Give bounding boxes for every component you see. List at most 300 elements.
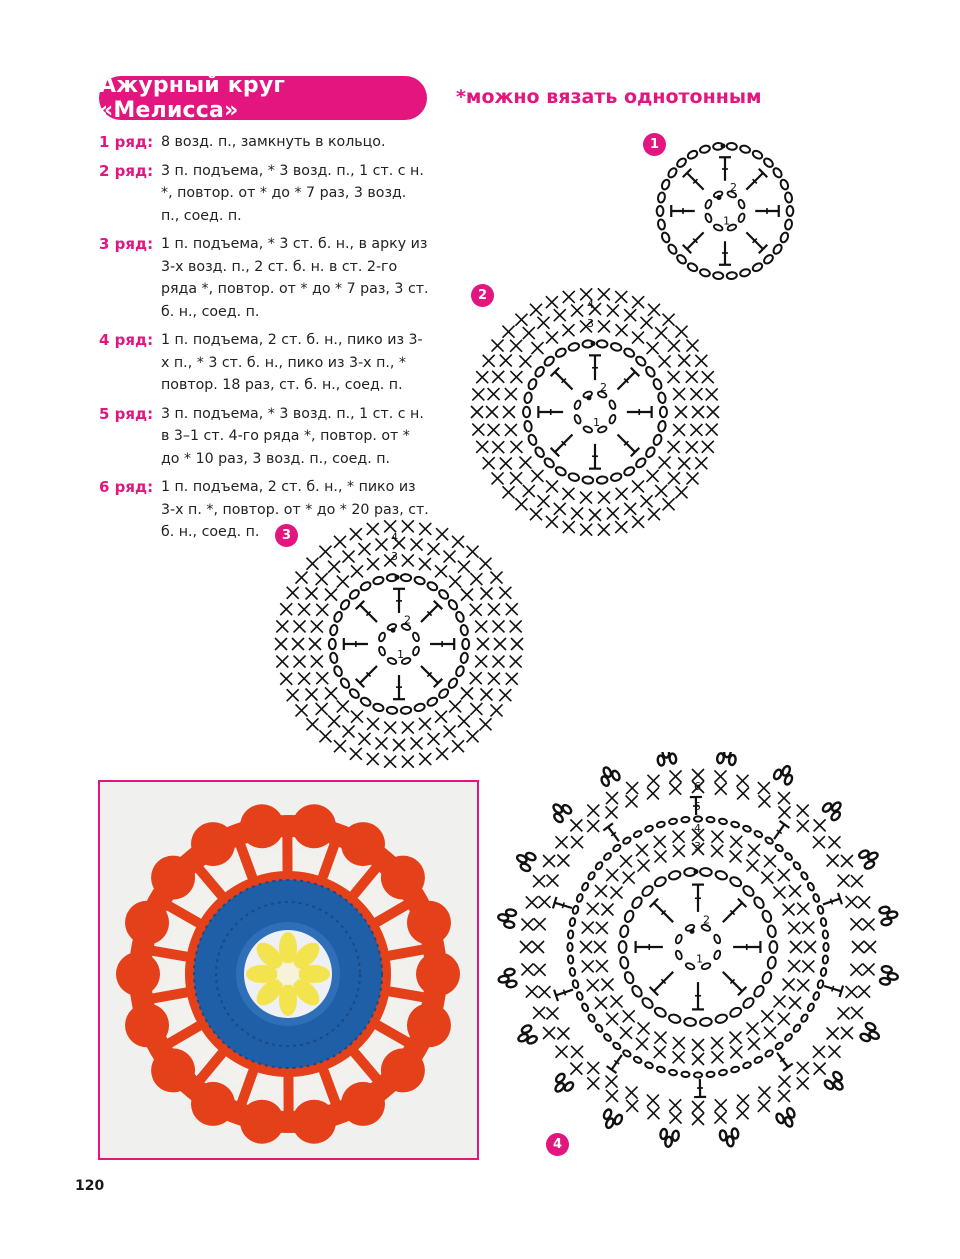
single-crochet-stitch xyxy=(678,355,690,367)
single-crochet-stitch xyxy=(532,941,544,953)
chain-stitch xyxy=(460,652,469,664)
picot-stitch xyxy=(497,908,517,929)
single-crochet-stitch xyxy=(510,472,522,484)
chain-stitch xyxy=(807,1003,815,1013)
single-crochet-stitch xyxy=(500,355,512,367)
single-crochet-stitch xyxy=(510,620,522,632)
red-post xyxy=(390,949,425,955)
picot-stitch xyxy=(597,763,621,787)
chain-stitch xyxy=(603,1033,612,1042)
picot-stitch xyxy=(775,1107,799,1131)
chain-stitch xyxy=(619,925,629,938)
single-crochet-stitch xyxy=(275,638,287,650)
chain-stitch xyxy=(676,253,688,265)
chain-stitch xyxy=(774,1041,783,1050)
row-number-mark: 4 xyxy=(587,298,594,311)
single-crochet-stitch xyxy=(663,498,675,510)
single-crochet-stitch xyxy=(499,587,511,599)
single-crochet-stitch xyxy=(571,507,583,519)
single-crochet-stitch xyxy=(490,572,502,584)
single-crochet-stitch xyxy=(328,561,340,573)
single-crochet-stitch xyxy=(858,896,870,908)
chain-stitch xyxy=(359,696,371,707)
single-crochet-stitch xyxy=(668,441,680,453)
chain-stitch xyxy=(661,231,671,243)
single-crochet-stitch xyxy=(711,845,723,857)
single-crochet-stitch xyxy=(779,1076,791,1088)
single-crochet-stitch xyxy=(587,903,599,915)
single-crochet-stitch xyxy=(492,340,504,352)
chain-stitch xyxy=(739,144,751,154)
single-crochet-stitch xyxy=(294,656,306,668)
single-crochet-stitch xyxy=(692,1101,704,1113)
single-crochet-stitch xyxy=(472,388,484,400)
chain-stitch xyxy=(669,818,678,825)
single-crochet-stitch xyxy=(343,725,355,737)
single-crochet-stitch xyxy=(647,775,659,787)
row-number-mark: 3 xyxy=(694,840,701,853)
chain-stitch xyxy=(597,476,608,484)
chain-stitch xyxy=(774,844,783,853)
chain-stitch xyxy=(657,192,666,203)
single-crochet-stitch xyxy=(692,1039,704,1051)
single-crochet-stitch xyxy=(615,521,627,533)
chain-stitch xyxy=(460,624,469,636)
chain-stitch xyxy=(779,179,789,191)
chain-stitch xyxy=(719,818,728,825)
single-crochet-stitch xyxy=(402,722,414,734)
single-crochet-stitch xyxy=(789,885,801,897)
chain-stitch xyxy=(568,930,574,938)
single-crochet-stitch xyxy=(328,715,340,727)
chain-stitch xyxy=(554,466,567,477)
single-crochet-stitch xyxy=(571,836,583,848)
red-post xyxy=(391,992,426,998)
picot-stitch xyxy=(859,1022,882,1046)
single-crochet-stitch xyxy=(764,855,776,867)
chain-stitch xyxy=(685,962,695,970)
single-crochet-stitch xyxy=(638,860,650,872)
chain-stitch xyxy=(644,825,653,833)
row-number-mark: 1 xyxy=(723,214,730,228)
chain-stitch xyxy=(767,956,777,969)
chain-stitch xyxy=(704,199,712,209)
single-crochet-stitch xyxy=(797,903,809,915)
chain-stitch xyxy=(800,1013,809,1023)
single-crochet-stitch xyxy=(641,317,653,329)
single-crochet-stitch xyxy=(647,342,659,354)
chain-stitch xyxy=(339,599,351,611)
single-crochet-stitch xyxy=(444,551,456,563)
chain-stitch xyxy=(543,355,556,367)
chain-stitch xyxy=(612,844,621,853)
chain-stitch xyxy=(706,817,714,823)
single-crochet-stitch xyxy=(570,819,582,831)
single-crochet-stitch xyxy=(596,922,608,934)
single-crochet-stitch xyxy=(706,424,718,436)
chain-stitch xyxy=(706,1071,714,1077)
chain-stitch xyxy=(414,703,426,713)
crochet-motif-image xyxy=(100,782,477,1158)
single-crochet-stitch xyxy=(714,770,726,782)
chain-stitch xyxy=(333,665,344,677)
single-crochet-stitch xyxy=(546,480,558,492)
double-crochet-stitch xyxy=(562,902,564,908)
single-crochet-stitch xyxy=(598,288,610,300)
single-crochet-stitch xyxy=(510,340,522,352)
single-crochet-stitch xyxy=(606,869,618,881)
chain-stitch xyxy=(779,231,789,243)
picot-stitch xyxy=(880,966,900,987)
chain-stitch xyxy=(737,199,745,209)
single-crochet-stitch xyxy=(280,603,292,615)
double-crochet-stitch xyxy=(564,990,566,996)
single-crochet-stitch xyxy=(580,524,592,536)
single-crochet-stitch xyxy=(789,997,801,1009)
chain-stitch xyxy=(787,206,794,216)
chain-stitch xyxy=(660,407,667,418)
pattern-title: Ажурный круг «Мелисса» xyxy=(99,76,427,120)
single-crochet-stitch xyxy=(623,872,635,884)
chain-stitch xyxy=(612,1041,621,1050)
chain-stitch xyxy=(752,984,765,998)
single-crochet-stitch xyxy=(571,305,583,317)
single-crochet-stitch xyxy=(367,523,379,535)
chain-stitch xyxy=(807,882,815,892)
single-crochet-stitch xyxy=(673,424,685,436)
single-crochet-stitch xyxy=(435,565,447,577)
chain-stitch xyxy=(333,611,344,623)
single-crochet-stitch xyxy=(692,1053,704,1065)
single-crochet-stitch xyxy=(668,371,680,383)
chain-stitch xyxy=(603,852,612,861)
single-crochet-stitch xyxy=(472,424,484,436)
chain-stitch xyxy=(569,968,576,977)
chain-stitch xyxy=(641,884,655,898)
single-crochet-stitch xyxy=(470,672,482,684)
single-crochet-stitch xyxy=(452,740,464,752)
chain-stitch xyxy=(447,677,459,689)
slip-stitch xyxy=(721,144,726,149)
row-number-mark: 1 xyxy=(696,952,703,966)
single-crochet-stitch xyxy=(367,558,379,570)
diagram-badge-4: 4 xyxy=(546,1133,569,1156)
chain-stitch xyxy=(437,588,449,600)
single-crochet-stitch xyxy=(511,638,523,650)
single-crochet-stitch xyxy=(778,869,790,881)
single-crochet-stitch xyxy=(595,997,607,1009)
row-label: 5 ряд: xyxy=(99,404,154,423)
chain-stitch xyxy=(523,407,530,418)
chain-stitch xyxy=(751,262,763,273)
single-crochet-stitch xyxy=(605,806,617,818)
single-crochet-stitch xyxy=(538,317,550,329)
single-crochet-stitch xyxy=(595,885,607,897)
single-crochet-stitch xyxy=(676,486,688,498)
single-crochet-stitch xyxy=(428,543,440,555)
chain-stitch xyxy=(713,934,721,944)
chain-stitch xyxy=(726,143,737,151)
chain-stitch xyxy=(741,996,755,1010)
single-crochet-stitch xyxy=(748,1038,760,1050)
chain-stitch xyxy=(587,1013,596,1023)
chain-stitch xyxy=(568,472,580,482)
single-crochet-stitch xyxy=(616,324,628,336)
single-crochet-stitch xyxy=(587,1077,599,1089)
single-crochet-stitch xyxy=(632,332,644,344)
crochet-diagram-1 xyxy=(650,135,800,285)
picot-stitch xyxy=(548,799,573,824)
single-crochet-stitch xyxy=(654,1032,666,1044)
chain-stitch xyxy=(622,1049,632,1058)
double-crochet-stitch xyxy=(831,899,833,905)
single-crochet-stitch xyxy=(748,844,760,856)
picot-stitch xyxy=(717,752,738,765)
slip-stitch xyxy=(395,575,400,580)
chain-stitch xyxy=(372,576,384,586)
chain-stitch xyxy=(675,934,683,944)
single-crochet-stitch xyxy=(838,875,850,887)
chain-stitch xyxy=(713,223,723,231)
single-crochet-stitch xyxy=(850,918,862,930)
picot-stitch xyxy=(879,905,899,926)
single-crochet-stitch xyxy=(419,753,431,765)
chain-stitch xyxy=(800,871,809,881)
instruction-row xyxy=(99,329,429,397)
double-crochet-stitch xyxy=(783,1063,793,1070)
chain-stitch xyxy=(455,665,466,677)
single-crochet-stitch xyxy=(654,1046,666,1058)
chain-stitch xyxy=(652,378,663,391)
chain-stitch xyxy=(608,400,616,410)
single-crochet-stitch xyxy=(494,638,506,650)
single-crochet-stitch xyxy=(802,922,814,934)
chain-stitch xyxy=(657,219,666,230)
single-crochet-stitch xyxy=(531,342,543,354)
single-crochet-stitch xyxy=(746,860,758,872)
single-crochet-stitch xyxy=(556,1046,568,1058)
single-crochet-stitch xyxy=(554,503,566,515)
chain-stitch xyxy=(731,821,740,828)
chain-stitch xyxy=(630,984,643,998)
single-crochet-stitch xyxy=(546,296,558,308)
red-post xyxy=(150,993,185,999)
row-number-mark: 6 xyxy=(694,780,701,793)
chain-stitch xyxy=(657,420,666,432)
row-label: 1 ряд: xyxy=(99,133,154,151)
single-crochet-stitch xyxy=(623,1010,635,1022)
single-crochet-stitch xyxy=(773,887,785,899)
chain-stitch xyxy=(595,1023,604,1032)
single-crochet-stitch xyxy=(654,850,666,862)
single-crochet-stitch xyxy=(319,730,331,742)
single-crochet-stitch xyxy=(316,604,328,616)
picot-stitch xyxy=(513,848,536,872)
single-crochet-stitch xyxy=(319,546,331,558)
single-crochet-stitch xyxy=(499,689,511,701)
chain-stitch xyxy=(623,909,635,923)
single-crochet-stitch xyxy=(546,516,558,528)
chain-stitch xyxy=(400,706,411,714)
single-crochet-stitch xyxy=(695,355,707,367)
single-crochet-stitch xyxy=(814,1063,826,1075)
single-crochet-stitch xyxy=(419,718,431,730)
single-crochet-stitch xyxy=(510,656,522,668)
chain-stitch xyxy=(576,991,584,1000)
chain-stitch xyxy=(784,1033,793,1042)
chain-stitch xyxy=(644,1061,653,1069)
single-crochet-stitch xyxy=(311,655,323,667)
single-crochet-stitch xyxy=(523,485,535,497)
chain-stitch xyxy=(623,347,636,358)
single-crochet-stitch xyxy=(296,572,308,584)
single-crochet-stitch xyxy=(350,528,362,540)
single-crochet-stitch xyxy=(538,495,550,507)
chain-stitch xyxy=(633,830,643,838)
double-crochet-stitch xyxy=(603,823,613,830)
chain-stitch xyxy=(573,400,581,410)
single-crochet-stitch xyxy=(334,536,346,548)
single-crochet-stitch xyxy=(711,1037,723,1049)
single-crochet-stitch xyxy=(534,964,546,976)
single-crochet-stitch xyxy=(411,737,423,749)
single-crochet-stitch xyxy=(436,528,448,540)
single-crochet-stitch xyxy=(334,740,346,752)
chain-stitch xyxy=(523,392,532,404)
single-crochet-stitch xyxy=(488,388,500,400)
chain-stitch xyxy=(582,476,593,484)
single-crochet-stitch xyxy=(488,424,500,436)
chain-stitch xyxy=(817,980,824,989)
single-crochet-stitch xyxy=(557,1028,569,1040)
row-text: 3 п. подъема, * 3 возд. п., 1 ст. с н. в 3–1 ст. 4-го ряда *, повтор. от * до * 10 раз, 3 возд. п., соед. п. xyxy=(161,405,424,467)
single-crochet-stitch xyxy=(761,872,773,884)
single-crochet-stitch xyxy=(624,503,636,515)
single-crochet-stitch xyxy=(458,561,470,573)
crochet-diagram-2 xyxy=(465,284,725,536)
picot-stitch xyxy=(514,1024,538,1048)
single-crochet-stitch xyxy=(570,1063,582,1075)
single-crochet-stitch xyxy=(655,485,667,497)
single-crochet-stitch xyxy=(673,1037,685,1049)
single-crochet-stitch xyxy=(515,498,527,510)
chain-stitch xyxy=(543,457,556,469)
single-crochet-stitch xyxy=(375,737,387,749)
single-crochet-stitch xyxy=(337,576,349,588)
single-crochet-stitch xyxy=(828,1046,840,1058)
single-crochet-stitch xyxy=(526,896,538,908)
single-crochet-stitch xyxy=(325,589,337,601)
single-crochet-stitch xyxy=(797,805,809,817)
single-crochet-stitch xyxy=(804,941,816,953)
single-crochet-stitch xyxy=(280,673,292,685)
single-crochet-stitch xyxy=(587,1062,599,1074)
chain-stitch xyxy=(784,852,793,861)
pattern-note: *можно вязать однотонным xyxy=(456,86,762,108)
single-crochet-stitch xyxy=(773,995,785,1007)
single-crochet-stitch xyxy=(546,875,558,887)
chain-stitch xyxy=(387,657,397,665)
single-crochet-stitch xyxy=(488,603,500,615)
single-crochet-stitch xyxy=(546,1007,558,1019)
single-crochet-stitch xyxy=(706,388,718,400)
single-crochet-stitch xyxy=(814,819,826,831)
chain-stitch xyxy=(737,213,745,223)
single-crochet-stitch xyxy=(626,795,638,807)
single-crochet-stitch xyxy=(616,488,628,500)
picot-stitch xyxy=(719,1128,740,1148)
chain-stitch xyxy=(527,434,538,447)
single-crochet-stitch xyxy=(863,919,875,931)
single-crochet-stitch xyxy=(783,979,795,991)
row-label: 2 ряд: xyxy=(99,161,154,180)
chain-stitch xyxy=(761,971,773,985)
picot-stitch xyxy=(858,846,882,870)
single-crochet-stitch xyxy=(802,960,814,972)
chain-stitch xyxy=(567,943,572,951)
single-crochet-stitch xyxy=(337,700,349,712)
single-crochet-stitch xyxy=(702,441,714,453)
diagram-badge-3: 3 xyxy=(275,524,298,547)
single-crochet-stitch xyxy=(764,1027,776,1039)
single-crochet-stitch xyxy=(606,1090,618,1102)
chain-stitch xyxy=(534,446,546,459)
chain-stitch xyxy=(792,861,801,870)
chain-stitch xyxy=(534,365,546,378)
single-crochet-stitch xyxy=(686,371,698,383)
single-crochet-stitch xyxy=(690,424,702,436)
single-crochet-stitch xyxy=(287,587,299,599)
row-text: 1 п. подъема, * 3 ст. б. н., в арку из 3-х возд. п., 2 ст. б. н. в ст. 2-го ряда *, повтор. от * до * 7 раз, 3 ст. б. н., соед. п. xyxy=(161,236,429,320)
row-number-mark: 4 xyxy=(694,822,701,835)
chain-stitch xyxy=(372,703,384,713)
single-crochet-stitch xyxy=(730,836,742,848)
chain-stitch xyxy=(652,434,663,447)
single-crochet-stitch xyxy=(503,406,515,418)
single-crochet-stitch xyxy=(520,941,532,953)
row-label: 3 ряд: xyxy=(99,235,154,253)
chain-stitch xyxy=(462,639,469,649)
single-crochet-stitch xyxy=(582,922,594,934)
chain-stitch xyxy=(822,955,828,963)
single-crochet-stitch xyxy=(711,831,723,843)
single-crochet-stitch xyxy=(531,470,543,482)
single-crochet-stitch xyxy=(444,725,456,737)
chain-stitch xyxy=(812,893,820,902)
picot-stitch xyxy=(550,1072,575,1097)
single-crochet-stitch xyxy=(601,903,613,915)
single-crochet-stitch xyxy=(647,787,659,799)
single-crochet-stitch xyxy=(737,1095,749,1107)
chain-stitch xyxy=(729,875,743,888)
single-crochet-stitch xyxy=(761,1010,773,1022)
single-crochet-stitch xyxy=(638,1022,650,1034)
chain-stitch xyxy=(822,930,828,938)
single-crochet-stitch xyxy=(533,875,545,887)
single-crochet-stitch xyxy=(596,960,608,972)
crochet-photo xyxy=(98,780,479,1160)
row-text: 1 п. подъема, 2 ст. б. н., * пико из 3-х п. *, повтор. от * до * 20 раз, ст. б. н., соед. п. xyxy=(161,479,429,540)
chain-stitch xyxy=(741,884,755,898)
single-crochet-stitch xyxy=(533,1007,545,1019)
chain-stitch xyxy=(715,870,729,881)
single-crochet-stitch xyxy=(663,314,675,326)
chain-stitch xyxy=(610,342,622,352)
single-crochet-stitch xyxy=(654,836,666,848)
slip-stitch xyxy=(694,869,699,874)
single-crochet-stitch xyxy=(711,1051,723,1063)
chain-stitch xyxy=(668,870,682,881)
